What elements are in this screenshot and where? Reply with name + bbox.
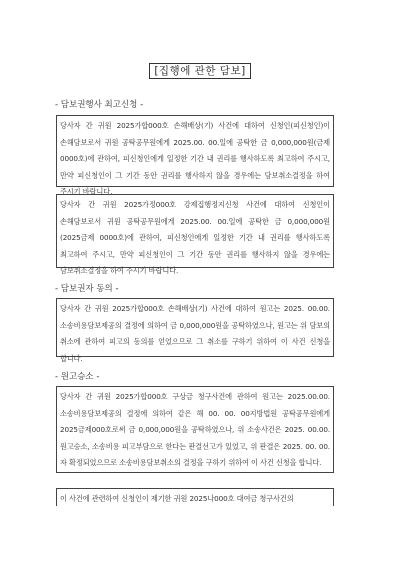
section-heading-plaintiff-win: - 원고승소 - [55,372,100,382]
section-heading-consent: - 담보권자 동의 - [55,284,119,294]
document-title: [집행에 관한 담보] [0,63,400,78]
paragraph-box-consent: 당사자 간 귀원 2025가합000호 손해배상(기) 사건에 대하여 원고는 2025. 00.00. 소송비용담보제공의 결정에 의하여 금 0,000,000원을 공탁하였으나, 원고는 위 담보의 취소에 관하여 피고의 동의를 얻었으므로 그 취소를 구하기 위하여 이 사건 신청을 합니다. [56,298,334,357]
paragraph-box-collateral-demand-2: 당사자 간 귀원 2025가정000호 강제집행정지신청 사건에 대하여 신청인이 손해담보로서 귀원 공탁공무원에게 2025.00. 00.일에 공탁한 금 0,000,000원(2025금제 0000호)에 관하여, 피신청인에게 일정한 기간 내 권리를 행사하도록 최고하여 주시고, 만약 피신청인이 그 기간 동안 권리를 행사하지 않을 경우에는 담보취소결정을 하여 주시기 바랍니다. [56,194,334,268]
paragraph-box-plaintiff-win: 당사자 간 귀원 2025가합000호 구상금 청구사건에 관하여 원고는 2025.00.00. 소송비용담보제공의 결정에 의하여 같은 해 00. 00. 00지방법원 공탁공무원에게 2025금제000호로써 금 0,000,000원을 공탁하였으나, 위 소송사건은 2025. 00.00. 원고승소, 소송비용 피고부담으로 한다는 판결선고가 있었고, 위 판결은 2025. 00. 00.자 확정되었으므로 소송비용담보취소의 결정을 구하기 위하여 이 사건 신청을 합니다. [56,386,334,473]
paragraph-box-related-case: 이 사건에 관련하여 신청인이 제기한 귀원 2025나000호 대여금 청구사건의 [56,488,334,506]
paragraph-box-collateral-demand-1: 당사자 간 귀원 2025가합000호 손해배상(기) 사건에 대하여 신청인(피신청인)이 손해담보로서 귀원 공탁공무원에게 2025.00. 00.일에 공탁한 금 0,000,000원(금제 0000호)에 관하여, 피신청인에게 일정한 기간 내 권리를 행사하도록 최고하여 주시고, 만약 피신청인이 그 기간 동안 권리를 행사하지 않을 경우에는 담보취소결정을 하여 주시기 바랍니다. [56,115,334,187]
section-heading-collateral-demand: - 담보권행사 최고신청 - [55,100,144,110]
